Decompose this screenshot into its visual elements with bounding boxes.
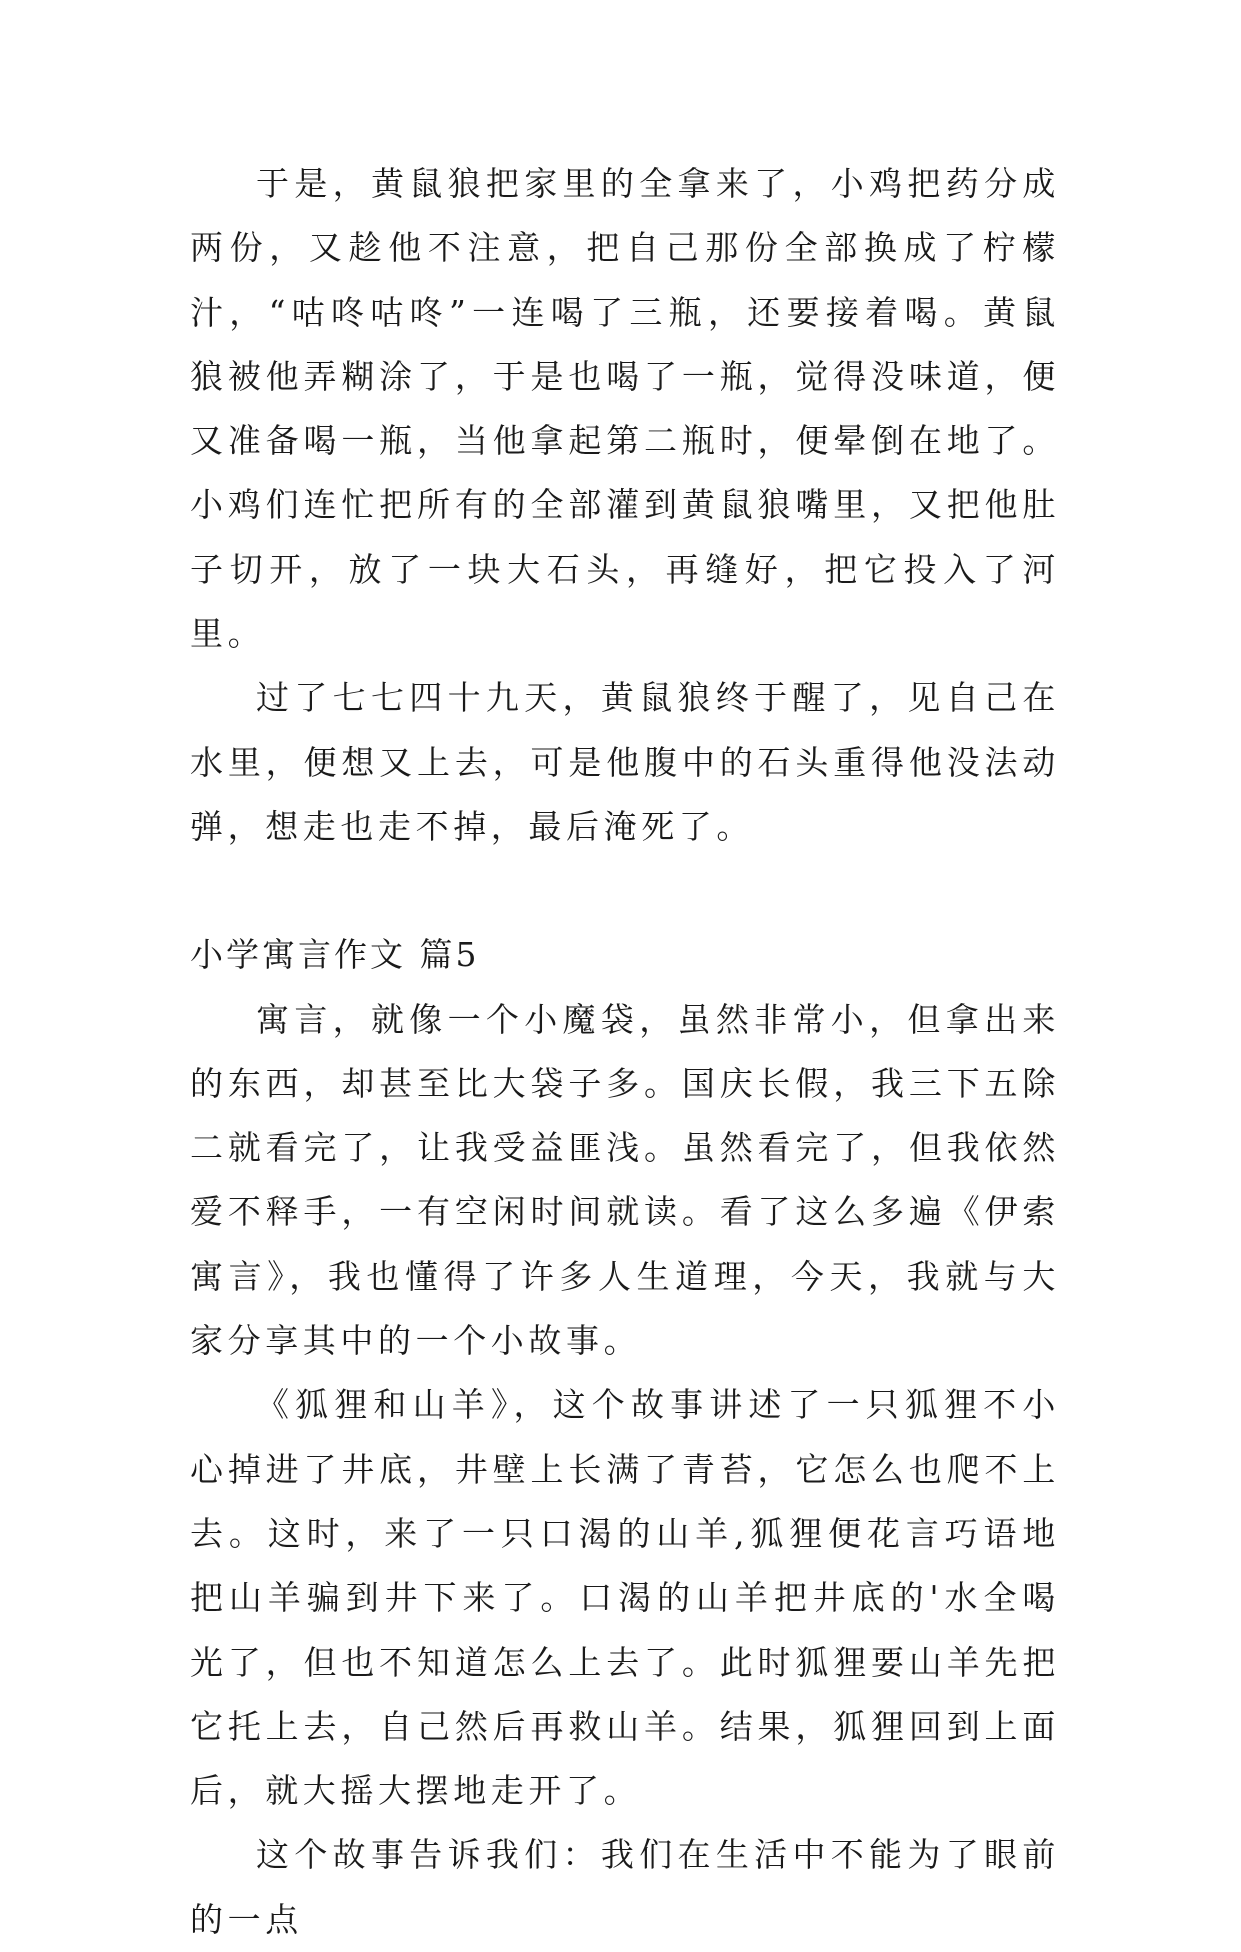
paragraph-fox-and-goat: 《狐狸和山羊》，这个故事讲述了一只狐狸不小心掉进了井底，井壁上长满了青苔，它怎么也爬不上去。这时，来了一只口渴的山羊,狐狸便花言巧语地把山羊骗到井下来了。口渴的山羊把井底的'水全喝光了，但也不知道怎么上去了。此时狐狸要山羊先把它托上去，自己然后再救山羊。结果，狐狸回到上面后，就大摇大摆地走开了。 xyxy=(190,1385,1060,1811)
paragraph-chicken-trick: 于是，黄鼠狼把家里的全拿来了，小鸡把药分成两份，又趁他不注意，把自己那份全部换成了柠檬汁，“咕咚咕咚”一连喝了三瓶，还要接着喝。黄鼠狼被他弄糊涂了，于是也喝了一瓶，觉得没味道，便又准备喝一瓶，当他拿起第二瓶时，便晕倒在地了。小鸡们连忙把所有的全部灌到黄鼠狼嘴里，又把他肚子切开，放了一块大石头，再缝好，把它投入了河里。 xyxy=(190,164,1060,654)
section-spacer xyxy=(190,859,1060,923)
paragraph-fable-intro: 寓言，就像一个小魔袋，虽然非常小，但拿出来的东西，却甚至比大袋子多。国庆长假，我三下五除二就看完了，让我受益匪浅。虽然看完了，但我依然爱不释手，一有空闲时间就读。看了这么多遍《伊索寓言》，我也懂得了许多人生道理，今天，我就与大家分享其中的一个小故事。 xyxy=(190,999,1060,1361)
paragraph-moral: 这个故事告诉我们：我们在生活中不能为了眼前的一点 xyxy=(190,1835,1060,1939)
document-body xyxy=(190,152,1060,1952)
section-heading: 小学寓言作文 篇5 xyxy=(190,935,480,975)
paragraph-weasel-drowns: 过了七七四十九天，黄鼠狼终于醒了，见自己在水里，便想又上去，可是他腹中的石头重得他没法动弹，想走也走不掉，最后淹死了。 xyxy=(190,678,1060,846)
